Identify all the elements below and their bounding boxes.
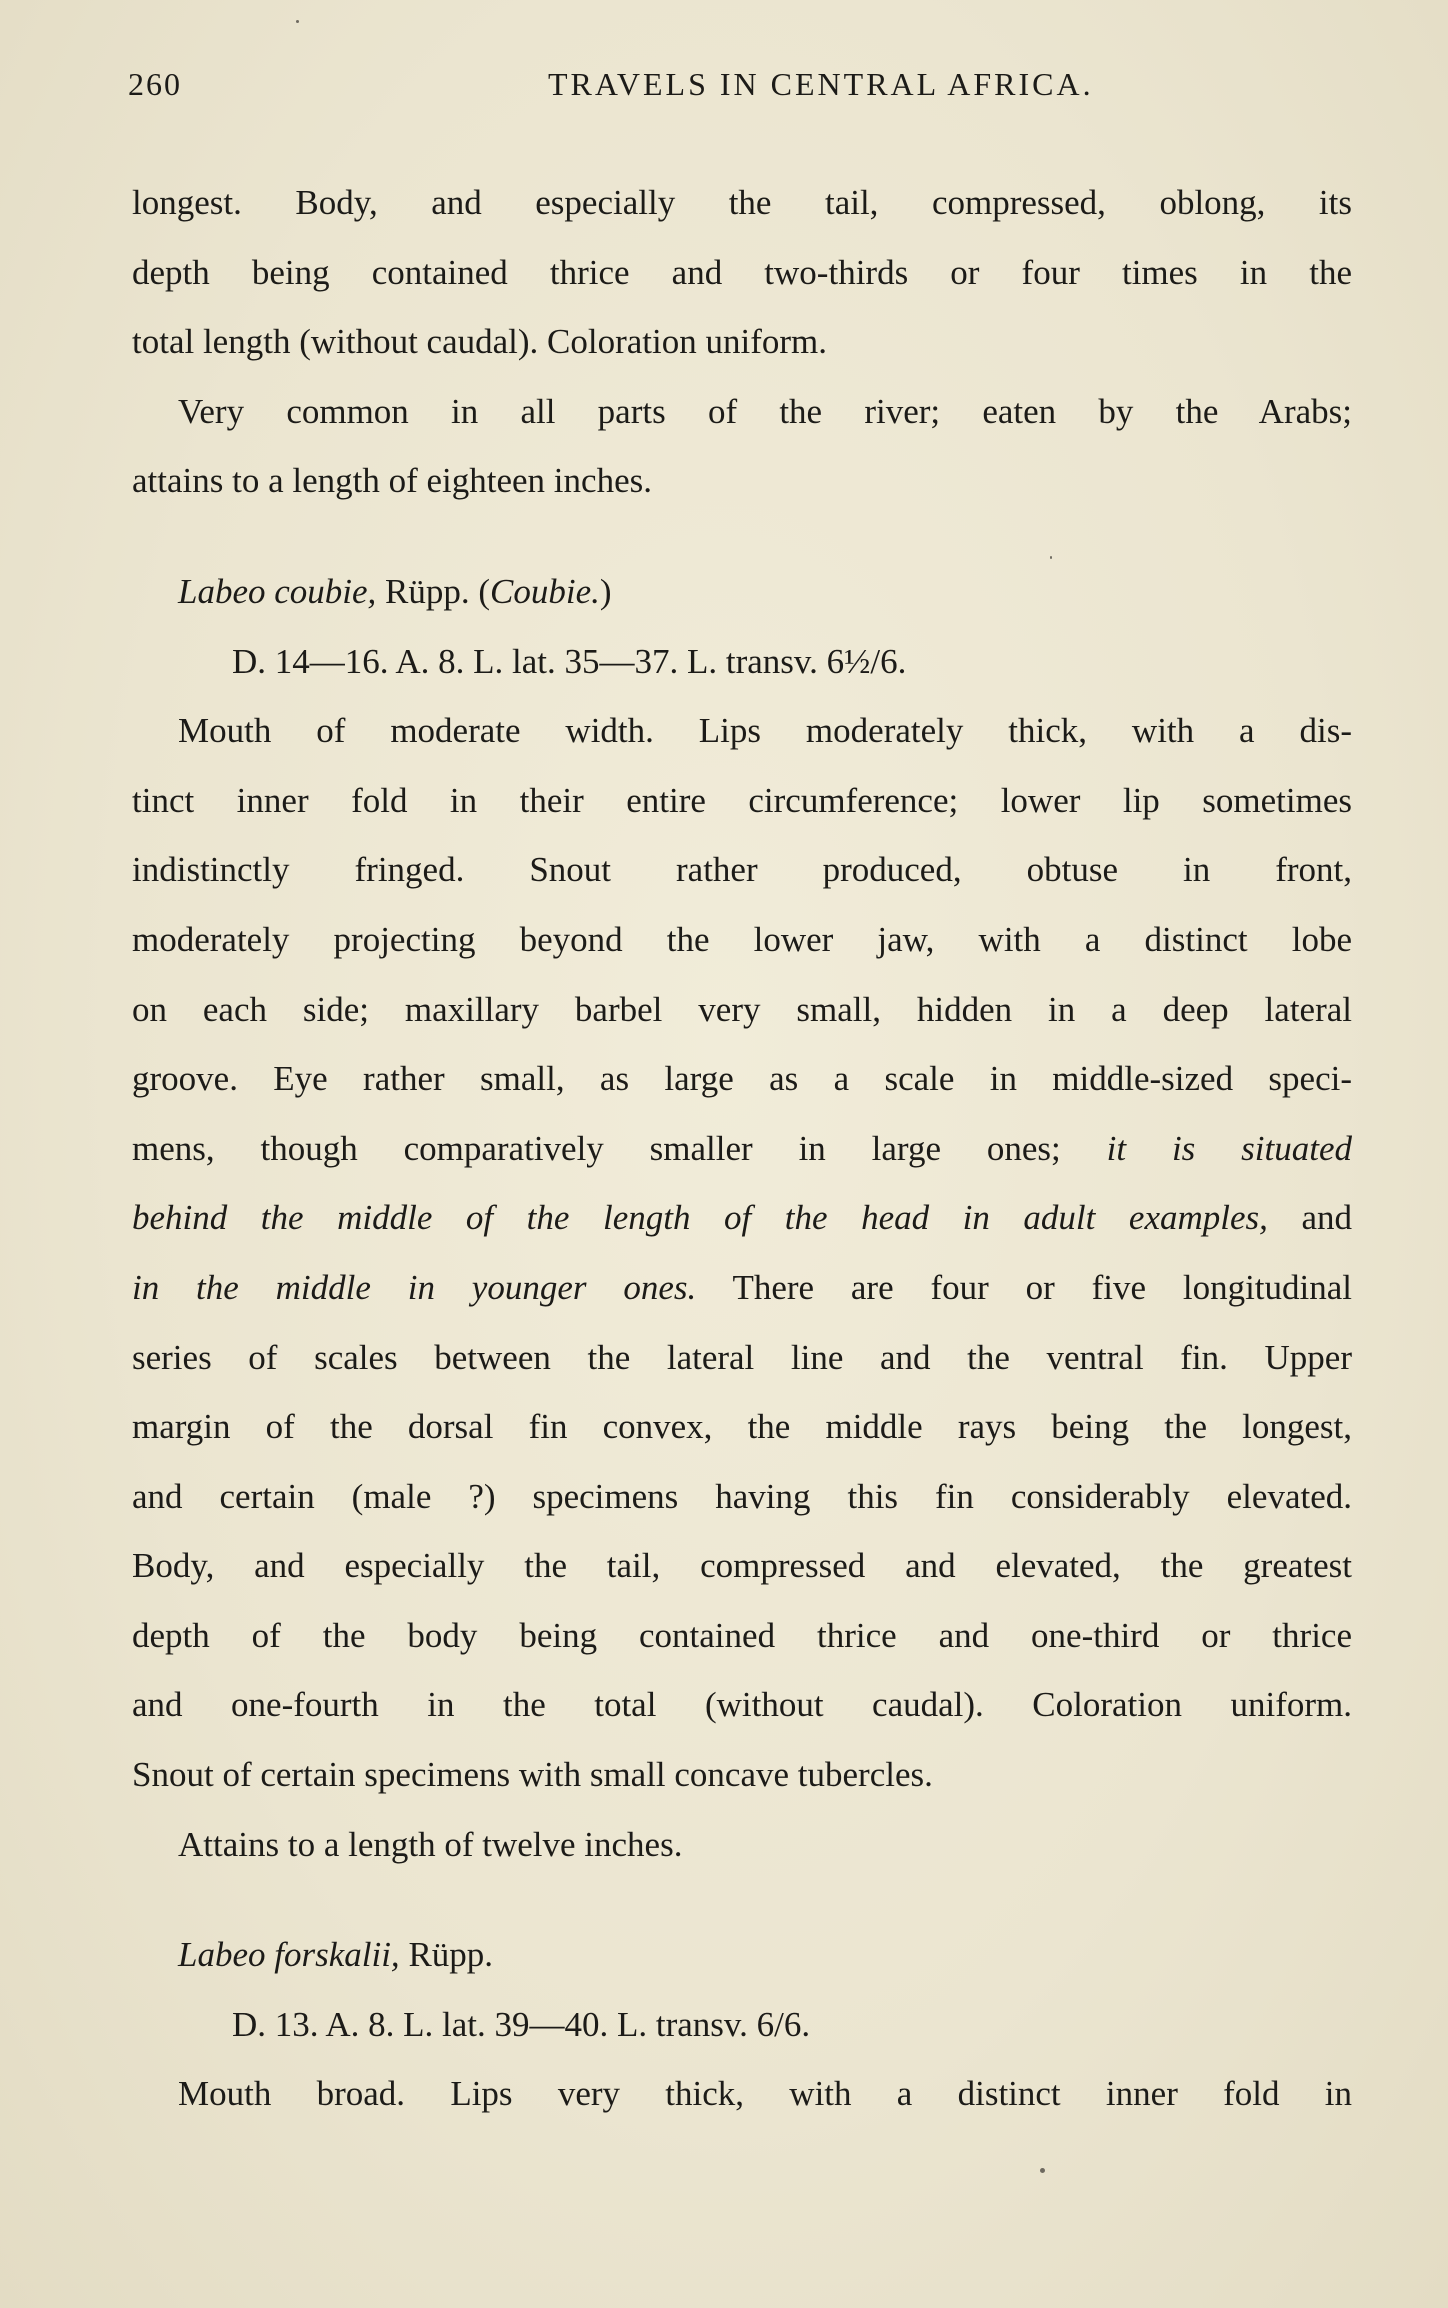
text-segment: Body, and especially the tail, compressed and elevated, the greatest xyxy=(132,1546,1352,1586)
text-segment: and xyxy=(1267,1198,1352,1238)
text-segment: Snout of certain specimens with small concave tubercles. xyxy=(132,1755,933,1795)
text-segment: Attains to a length of twelve inches. xyxy=(178,1824,683,1864)
text-segment: Mouth broad. Lips very thick, with a distinct inner fold in xyxy=(178,2074,1352,2114)
text-segment: Mouth of moderate width. Lips moderately thick, with a dis- xyxy=(178,711,1352,751)
paper-speck xyxy=(1050,556,1052,559)
text-line xyxy=(132,238,1352,308)
text-line xyxy=(132,307,1352,377)
text-segment: D. 14—16. A. 8. L. lat. 35—37. L. transv. 6½/6. xyxy=(232,641,907,681)
italic-text: Coubie. xyxy=(490,571,600,611)
text-segment: Rüpp. ( xyxy=(376,571,491,611)
text-segment: longest. Body, and especially the tail, compressed, oblong, its xyxy=(132,183,1352,222)
text-segment: Rüpp. xyxy=(399,1935,494,1975)
section-gap xyxy=(132,1879,1352,1920)
text-segment: indistinctly fringed. Snout rather produced, obtuse in front, xyxy=(132,850,1352,890)
text-segment: and one-fourth in the total (without caudal). Coloration uniform. xyxy=(132,1685,1352,1725)
text-line xyxy=(132,1601,1352,1671)
text-segment: Very common in all parts of the river; eaten by the Arabs; xyxy=(178,391,1352,431)
italic-text: Labeo forskalii, xyxy=(178,1935,400,1975)
text-segment: depth being contained thrice and two-thirds or four times in the xyxy=(132,252,1352,292)
text-line xyxy=(132,446,1352,516)
text-line xyxy=(132,1740,1352,1810)
text-segment: tinct inner fold in their entire circumference; lower lip sometimes xyxy=(132,780,1352,820)
text-line xyxy=(132,377,1352,447)
page-number: 260 xyxy=(128,66,182,102)
text-segment: mens, though comparatively smaller in large ones; xyxy=(132,1128,1107,1168)
section-gap xyxy=(132,516,1352,557)
text-line xyxy=(132,1670,1352,1740)
text-line xyxy=(132,905,1352,975)
text-segment: on each side; maxillary barbel very small, hidden in a deep lateral xyxy=(132,989,1352,1029)
species-heading xyxy=(132,1920,1352,1990)
text-line xyxy=(132,1462,1352,1532)
fin-formula xyxy=(132,1990,1352,2060)
text-line xyxy=(132,1253,1352,1323)
text-line xyxy=(132,2059,1352,2129)
text-line xyxy=(132,1183,1352,1253)
text-segment: ) xyxy=(599,571,612,611)
text-line xyxy=(132,1531,1352,1601)
italic-text: behind the middle of the length of the head in adult examples, xyxy=(132,1198,1268,1238)
fin-formula xyxy=(132,627,1352,697)
text-line xyxy=(132,1323,1352,1393)
text-segment: attains to a length of eighteen inches. xyxy=(132,461,652,501)
paper-speck xyxy=(296,20,299,23)
text-line xyxy=(132,1392,1352,1462)
text-line xyxy=(132,835,1352,905)
species-heading xyxy=(132,557,1352,627)
text-segment: margin of the dorsal fin convex, the middle rays being the longest, xyxy=(132,1407,1352,1447)
body-text xyxy=(132,168,1352,2129)
italic-text: in the middle in younger ones. xyxy=(132,1267,697,1307)
text-line xyxy=(132,1810,1352,1880)
paper-speck xyxy=(1040,2168,1045,2173)
text-line xyxy=(132,696,1352,766)
text-segment: groove. Eye rather small, as large as a scale in middle-sized speci- xyxy=(132,1059,1352,1099)
italic-text: Labeo coubie, xyxy=(178,571,377,611)
text-line xyxy=(132,168,1352,238)
text-segment: D. 13. A. 8. L. lat. 39—40. L. transv. 6/6. xyxy=(232,2004,811,2044)
text-segment: and certain (male ?) specimens having this fin considerably elevated. xyxy=(132,1476,1352,1516)
text-segment: series of scales between the lateral line and the ventral fin. Upper xyxy=(132,1337,1352,1377)
text-line xyxy=(132,1114,1352,1184)
text-line xyxy=(132,975,1352,1045)
italic-text: it is situated xyxy=(1106,1128,1352,1168)
text-segment: There are four or five longitudinal xyxy=(696,1267,1352,1307)
text-line xyxy=(132,766,1352,836)
text-segment: moderately projecting beyond the lower jaw, with a distinct lobe xyxy=(132,919,1352,959)
text-segment: depth of the body being contained thrice and one-third or thrice xyxy=(132,1615,1352,1655)
page-header xyxy=(128,66,1348,116)
text-line xyxy=(132,1044,1352,1114)
text-segment: total length (without caudal). Coloration uniform. xyxy=(132,322,827,362)
running-title: TRAVELS IN CENTRAL AFRICA. xyxy=(548,66,1094,102)
